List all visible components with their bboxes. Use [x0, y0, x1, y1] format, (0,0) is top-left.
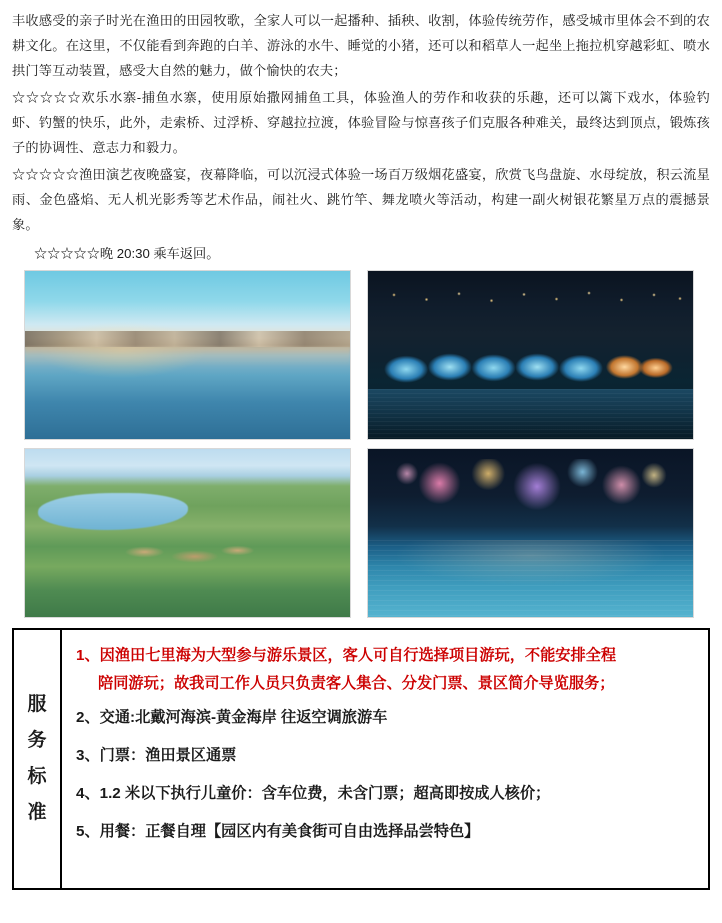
- service-standard-items: [62, 630, 708, 888]
- service-item: [76, 780, 698, 808]
- park-buildings-shape: [116, 540, 259, 570]
- service-item-text: 1、因渔田七里海为大型参与游乐景区，客人可自行选择项目游玩，不能安排全程: [76, 647, 617, 664]
- service-item-continuation: 陪同游玩；故我司工作人员只负责客人集合、分发门票、景区简介导览服务；: [98, 675, 615, 692]
- service-label-char-2: 务: [27, 730, 47, 751]
- night-water-shape: [368, 389, 693, 439]
- service-item: [76, 742, 698, 770]
- service-item-text: 3、门票：渔田景区通票: [76, 747, 237, 764]
- lantern-boats-shape: [375, 345, 687, 389]
- return-time-note: ☆☆☆☆☆晚 20:30 乘车返回。: [34, 246, 220, 261]
- string-lights-shape: [368, 288, 693, 312]
- night-dragon-boat-lantern-photo: [367, 270, 694, 440]
- paragraph-water-village: ☆☆☆☆☆欢乐水寨-捕鱼水寨，使用原始撒网捕鱼工具，体验渔人的劳作和收获的乐趣，还可以篱下戏水，体验钓虾、钓蟹的快乐，此外，走索桥、过浮桥、穿越拉拉渡，体验冒险与惊喜孩子们克服各种难关，最终达到顶点，锻炼孩子的协调性、意志力和毅力。: [12, 90, 710, 155]
- fireworks-bursts-shape: [368, 459, 693, 540]
- service-label-char-4: 准: [27, 802, 47, 823]
- service-item-text: 2、交通:北戴河海滨-黄金海岸 往返空调旅游车: [76, 709, 388, 726]
- village-skyline-shape: [25, 331, 350, 346]
- paragraph-harvest-farming: 丰收感受的亲子时光在渔田的田园牧歌，全家人可以一起播种、插秧、收割，体验传统劳作，感受城市里体会不到的农耕文化。在这里，不仅能看到奔跑的白羊、游泳的水牛、睡觉的小猪，还可以和稻草人一起坐上拖拉机穿越彩虹、喷水拱门等互动装置，感受大自然的魅力，做个愉快的农夫；: [12, 13, 710, 78]
- service-item-text: 4、1.2 米以下执行儿童价：含车位费，未含门票；超高即按成人核价；: [76, 785, 551, 802]
- service-standard-label: [14, 630, 62, 888]
- service-item: [76, 642, 698, 698]
- service-item-text: 5、用餐：正餐自理【园区内有美食街可自由选择品尝特色】: [76, 823, 480, 840]
- photo-grid: [12, 270, 710, 618]
- water-glow-shape: [368, 540, 693, 617]
- water-reflection-shape: [25, 347, 350, 367]
- service-item: [76, 704, 698, 732]
- service-label-char-3: 标: [27, 766, 47, 787]
- service-standard-table: [12, 628, 710, 890]
- paragraph-night-show: ☆☆☆☆☆渔田演艺夜晚盛宴，夜幕降临，可以沉浸式体验一场百万级烟花盛宴，欣赏飞鸟盘旋、水母绽放，积云流星雨、金色盛焰、无人机光影秀等艺术作品，闹社火、跳竹竿、舞龙喷火等活动，构建一副火树银花繁星万点的震撼景象。: [12, 167, 710, 232]
- service-label-char-1: 服: [27, 694, 47, 715]
- service-item: [76, 818, 698, 846]
- fireworks-over-water-photo: [367, 448, 694, 618]
- aerial-green-park-photo: [24, 448, 351, 618]
- dusk-lakeside-village-photo: [24, 270, 351, 440]
- park-lake-shape: [38, 493, 188, 530]
